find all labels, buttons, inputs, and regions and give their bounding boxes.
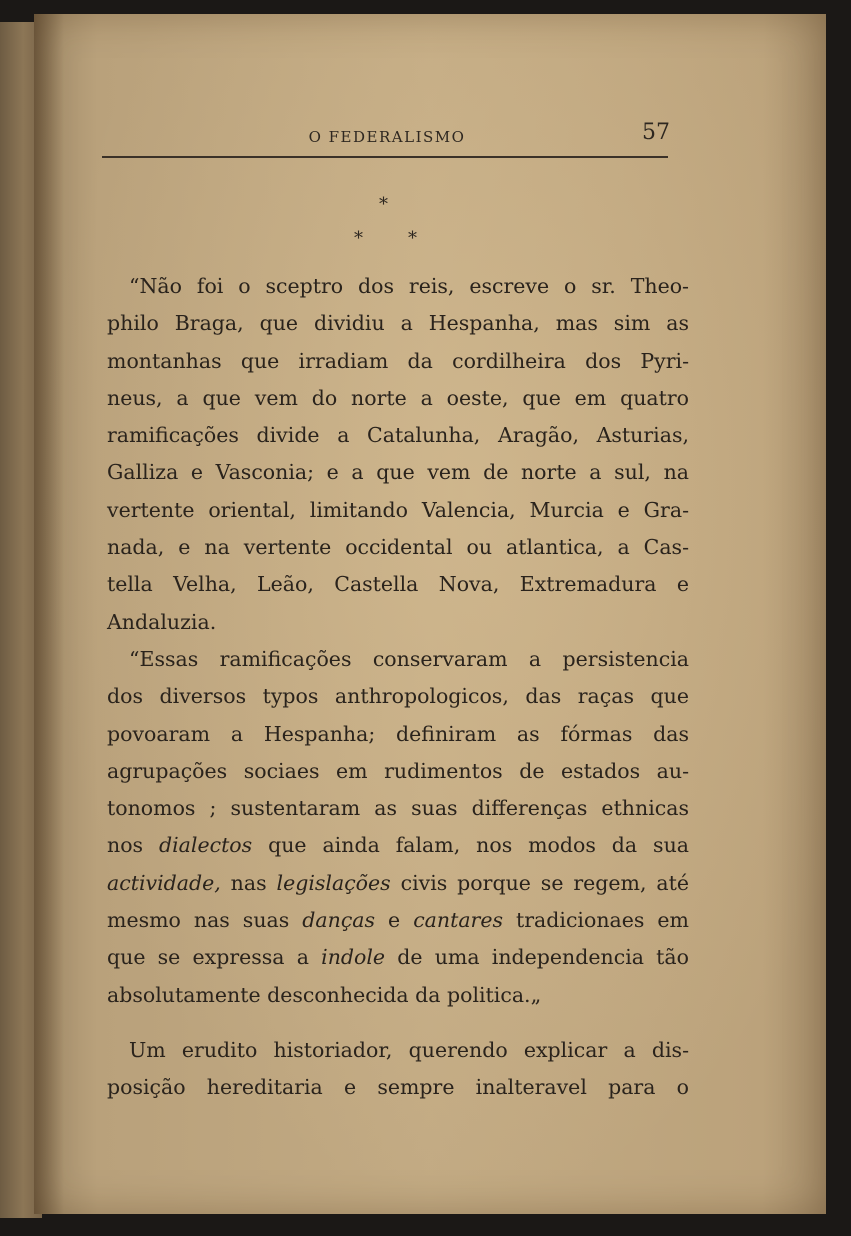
italic-term: actividade, [107,870,221,895]
text-line: tonomos ; sustentaram as suas differenças ethnicas [107,796,689,821]
text-line: posição hereditaria e sempre inalteravel para o [107,1075,689,1100]
text-line: nada, e na vertente occidental ou atlantica, a Cas- [107,535,689,560]
text-line: “Essas ramificações conservaram a persistencia [129,646,689,671]
text-line [107,827,689,864]
text-line: Andaluzia. [107,609,217,634]
text-line: povoaram a Hespanha; definiram as fórmas das [107,721,689,746]
asterism-star-top: * [379,194,388,215]
italic-term: dialectos [159,833,253,858]
paragraph-gap [107,1014,689,1032]
italic-term: legislações [276,870,391,895]
asterism-star-left: * [354,228,363,249]
book-page [34,14,826,1214]
text-line: neus, a que vem do norte a oeste, que em quatro [107,385,689,410]
text-line: “Não foi o sceptro dos reis, escreve o sr. Theo- [129,274,689,298]
text-line [107,902,689,939]
text-line: agrupações sociaes em rudimentos de estados au- [107,758,689,783]
italic-term: cantares [413,908,504,933]
text-run: que se expressa a [107,945,309,970]
italic-term: danças [302,908,376,933]
italic-term: indole [321,945,386,970]
running-title: O FEDERALISMO [308,128,466,146]
text-line: tella Velha, Leão, Castella Nova, Extremadura e [107,572,689,597]
text-run: nas [230,870,267,895]
text-line: absolutamente desconhecida da politica.„ [107,982,542,1007]
text-line [107,865,689,902]
text-line: Galliza e Vasconia; e a que vem de norte a sul, na [107,460,689,485]
text-line: ramificações divide a Catalunha, Aragão, Asturias, [107,423,689,448]
text-run: civis porque se regem, até [400,870,689,895]
text-run: de uma independencia tão [397,945,689,970]
paragraph-3 [107,1032,689,1107]
text-run: mesmo nas suas [107,908,290,933]
text-run: tradicionaes em [516,908,689,933]
text-line [107,939,689,976]
header-rule [102,156,668,158]
text-line: montanhas que irradiam da cordilheira dos Pyri- [107,348,689,373]
page-number: 57 [642,120,670,145]
body-text [107,268,689,1107]
paragraph-1 [107,268,689,641]
page-header [104,120,670,148]
text-line: philo Braga, que dividiu a Hespanha, mas sim as [107,311,689,336]
page-gutter-shadow [34,14,64,1214]
text-line: dos diversos typos anthropologicos, das raças que [107,684,689,709]
paragraph-2 [107,641,689,1014]
asterism-ornament [324,194,444,254]
asterism-star-right: * [408,228,417,249]
text-line: Um erudito historiador, querendo explicar a dis- [129,1037,689,1062]
text-run: e [388,908,401,933]
text-line: vertente oriental, limitando Valencia, Murcia e Gra- [107,497,689,522]
text-run: que ainda falam, nos modos da sua [268,833,689,858]
text-run: nos [107,833,144,858]
